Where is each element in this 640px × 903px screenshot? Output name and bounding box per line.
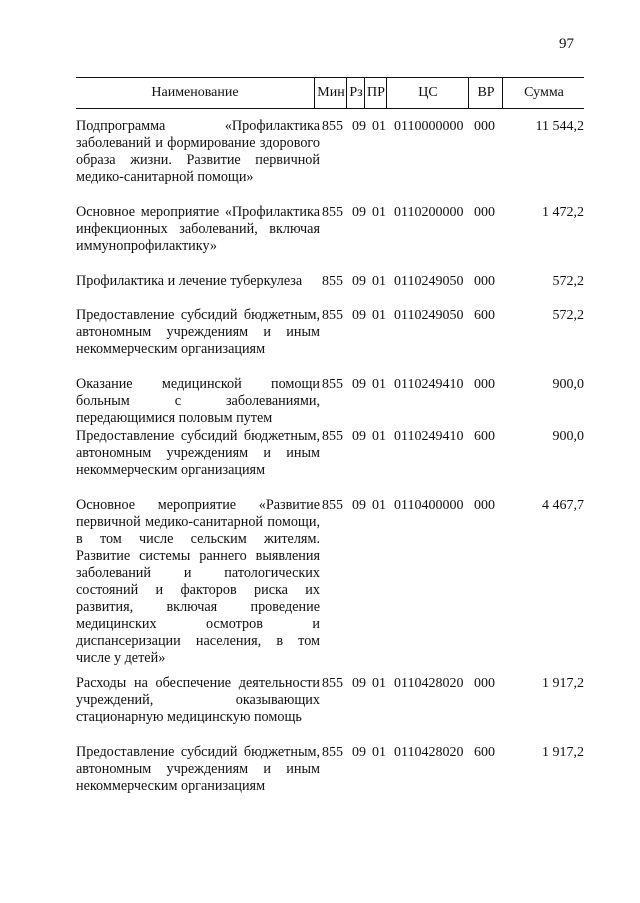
row-cs: 0110249410	[394, 377, 464, 392]
row-sum: 900,0	[552, 377, 584, 392]
table-row	[76, 307, 584, 358]
row-name: Предоставление субсидий бюджетным, автономным учреждениям и иным некоммерческим организациям	[76, 428, 320, 478]
row-name: Оказание медицинской помощи больным с заболеваниями, передающимися половым путем	[76, 376, 320, 426]
row-vr: 000	[474, 676, 495, 691]
row-min: 855	[322, 205, 343, 220]
row-name: Основное мероприятие «Профилактика инфекционных заболеваний, включая иммунопрофилактику»	[76, 204, 320, 254]
table-header	[76, 77, 584, 109]
row-vr: 600	[474, 308, 495, 323]
table-row	[76, 118, 584, 186]
row-cs: 0110249050	[394, 308, 464, 323]
row-cs: 0110428020	[394, 745, 464, 760]
row-cs: 0110000000	[394, 119, 464, 134]
row-pr: 01	[372, 676, 386, 691]
row-name: Профилактика и лечение туберкулеза	[76, 273, 303, 289]
row-min: 855	[322, 429, 343, 444]
row-rz: 09	[352, 429, 366, 444]
header-rz: Рз	[346, 78, 365, 108]
row-cs: 0110249410	[394, 429, 464, 444]
row-cs: 0110428020	[394, 676, 464, 691]
row-name: Основное мероприятие «Развитие первичной медико-санитарной помощи, в том числе сельским жителям. Развитие системы раннего выявления заболеваний и патологических состояний и факторов риска их развития, включая проведение медицинских осмотров и диспансеризации населения, в том числе у детей»	[76, 497, 320, 666]
row-sum: 572,2	[552, 274, 584, 289]
row-rz: 09	[352, 745, 366, 760]
row-vr: 000	[474, 377, 495, 392]
row-vr: 000	[474, 205, 495, 220]
row-min: 855	[322, 498, 343, 513]
row-vr: 000	[474, 498, 495, 513]
row-pr: 01	[372, 308, 386, 323]
row-pr: 01	[372, 377, 386, 392]
row-rz: 09	[352, 274, 366, 289]
table-row	[76, 204, 584, 255]
row-name: Предоставление субсидий бюджетным, автономным учреждениям и иным некоммерческим организациям	[76, 744, 320, 794]
row-cs: 0110249050	[394, 274, 464, 289]
header-sum: Сумма	[502, 78, 585, 108]
row-min: 855	[322, 308, 343, 323]
row-vr: 600	[474, 429, 495, 444]
row-name: Расходы на обеспечение деятельности учреждений, оказывающих стационарную медицинскую помощь	[76, 675, 320, 725]
row-name: Предоставление субсидий бюджетным, автономным учреждениям и иным некоммерческим организациям	[76, 307, 320, 357]
row-name: Подпрограмма «Профилактика заболеваний и формирование здорового образа жизни. Развитие первичной медико-санитарной помощи»	[76, 118, 320, 185]
page-number: 97	[559, 36, 574, 52]
row-min: 855	[322, 745, 343, 760]
row-vr: 000	[474, 119, 495, 134]
row-min: 855	[322, 119, 343, 134]
row-sum: 1 472,2	[542, 205, 584, 220]
header-vr: ВР	[468, 78, 503, 108]
header-pr: ПР	[364, 78, 387, 108]
row-min: 855	[322, 377, 343, 392]
row-cs: 0110200000	[394, 205, 464, 220]
table-row	[76, 497, 584, 667]
header-name: Наименование	[151, 85, 239, 100]
row-pr: 01	[372, 119, 386, 134]
row-pr: 01	[372, 498, 386, 513]
row-rz: 09	[352, 119, 366, 134]
table-row	[76, 376, 584, 427]
row-pr: 01	[372, 429, 386, 444]
row-min: 855	[322, 274, 343, 289]
row-sum: 900,0	[552, 429, 584, 444]
row-sum: 11 544,2	[535, 119, 584, 134]
row-rz: 09	[352, 377, 366, 392]
row-min: 855	[322, 676, 343, 691]
row-pr: 01	[372, 274, 386, 289]
row-sum: 1 917,2	[542, 745, 584, 760]
row-rz: 09	[352, 308, 366, 323]
table-row	[76, 273, 584, 290]
row-pr: 01	[372, 745, 386, 760]
header-cs: ЦС	[386, 78, 469, 108]
row-vr: 000	[474, 274, 495, 289]
row-sum: 572,2	[552, 308, 584, 323]
row-vr: 600	[474, 745, 495, 760]
row-sum: 1 917,2	[542, 676, 584, 691]
row-cs: 0110400000	[394, 498, 464, 513]
row-rz: 09	[352, 498, 366, 513]
row-rz: 09	[352, 205, 366, 220]
row-pr: 01	[372, 205, 386, 220]
row-rz: 09	[352, 676, 366, 691]
table-row	[76, 428, 584, 479]
table-row	[76, 675, 584, 726]
table-row	[76, 744, 584, 795]
row-sum: 4 467,7	[542, 498, 584, 513]
header-min: Мин	[314, 78, 347, 108]
